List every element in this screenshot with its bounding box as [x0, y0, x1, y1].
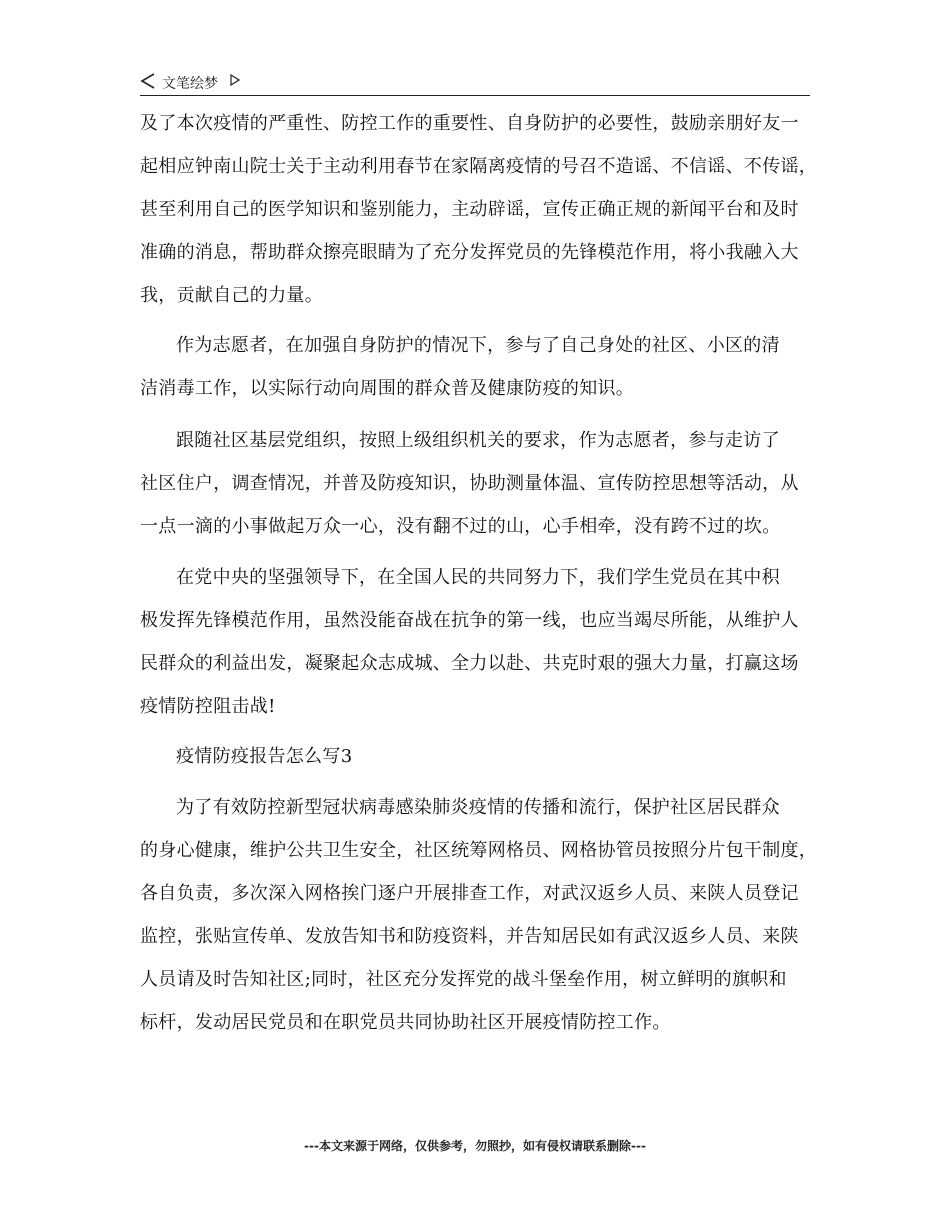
text-line: 为了有效防控新型冠状病毒感染肺炎疫情的传播和流行，保护社区居民群众 [176, 797, 780, 818]
text-line: 社区住户，调查情况，并普及防疫知识，协助测量体温、宣传防控思想等活动，从 [140, 473, 799, 494]
page-footer: ---本文来源于网络，仅供参考，勿照抄，如有侵权请联系删除--- [304, 1139, 646, 1153]
header-divider [140, 95, 810, 96]
back-arrow-icon [140, 72, 156, 90]
brand-name: 文笔绘梦 [162, 76, 218, 92]
text-line: 标杆，发动居民党员和在职党员共同协助社区开展疫情防控工作。 [140, 1012, 671, 1033]
text-line: 各自负责，多次深入网格挨门逐户开展排查工作，对武汉返乡人员、来陕人员登记 [140, 883, 799, 904]
text-line: 及了本次疫情的严重性、防控工作的重要性、自身防护的必要性，鼓励亲朋好友一 [140, 113, 799, 134]
text-line: 起相应钟南山院士关于主动利用春节在家隔离疫情的号召不造谣、不信谣、不传谣， [140, 156, 818, 177]
text-line: 洁消毒工作，以实际行动向周围的群众普及健康防疫的知识。 [140, 378, 635, 399]
text-line: 的身心健康，维护公共卫生安全，社区统筹网格员、网格协管员按照分片包干制度， [140, 840, 818, 861]
text-line: 一点一滴的小事做起万众一心，没有翻不过的山，心手相牵，没有跨不过的坎。 [140, 516, 781, 537]
text-line: 疫情防控阻击战! [140, 696, 276, 717]
text-line: 在党中央的坚强领导下，在全国人民的共同努力下，我们学生党员在其中积 [176, 567, 780, 588]
text-line: 准确的消息，帮助群众擦亮眼睛为了充分发挥党员的先锋模范作用，将小我融入大 [140, 242, 799, 263]
text-line: 人员请及时告知社区;同时，社区充分发挥党的战斗堡垒作用，树立鲜明的旗帜和 [140, 969, 787, 990]
text-line: 监控，张贴宣传单、发放告知书和防疫资料，并告知居民如有武汉返乡人员、来陕 [140, 926, 799, 947]
text-line: 极发挥先锋模范作用，虽然没能奋战在抗争的第一线，也应当竭尽所能，从维护人 [140, 610, 799, 631]
section-heading: 疫情防疫报告怎么写3 [176, 746, 353, 767]
forward-triangle-icon [230, 74, 240, 86]
text-line: 甚至利用自己的医学知识和鉴别能力，主动辟谣，宣传正确正规的新闻平台和及时 [140, 199, 799, 220]
text-line: 跟随社区基层党组织，按照上级组织机关的要求，作为志愿者，参与走访了 [176, 430, 780, 451]
text-line: 民群众的利益出发，凝聚起众志成城、全力以赴、共克时艰的强大力量，打赢这场 [140, 653, 799, 674]
page-header [140, 70, 810, 96]
text-line: 我，贡献自己的力量。 [140, 285, 323, 306]
text-line: 作为志愿者，在加强自身防护的情况下，参与了自己身处的社区、小区的清 [176, 335, 780, 356]
